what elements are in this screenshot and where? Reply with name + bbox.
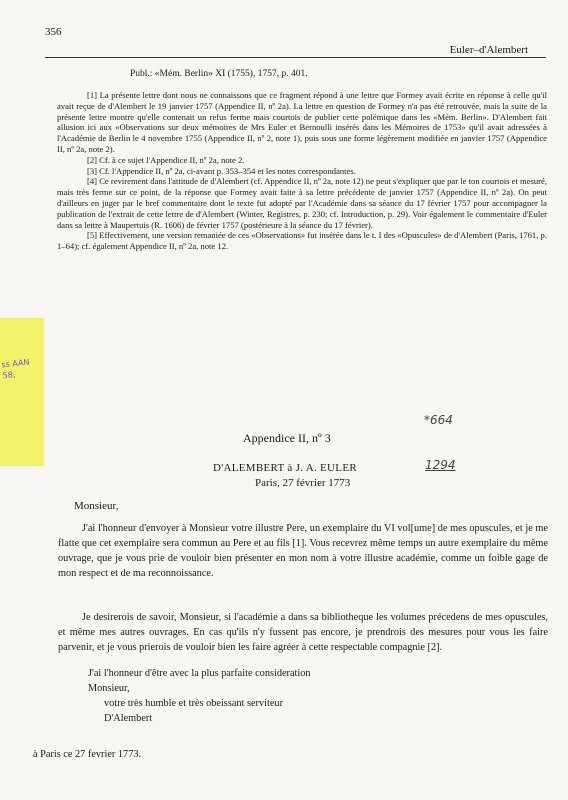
letter-paragraph-2: Je desirerois de savoir, Monsieur, si l'académie a dans sa bibliotheque les volumes précedens de mes opuscules, et même mes autres ouvrages. En cas qu'ils n'y fussent pas encore, je prendrois des mesures pour vous les faire parvenir, et je vous prierois de vouloir bien les faire agréer à cette respectable compagnie [2]. — [58, 612, 548, 653]
header-rule — [45, 57, 546, 58]
closing-formula: votre très humble et très obeissant serviteur — [104, 698, 283, 709]
footnote: [1] La présente lettre dont nous ne connaissons que ce fragment répond à une lettre que Formey avait écrite en réponse à celle qu'il avait reçue de d'Alembert le 19 janvier 1757 (Appendice II, nº 2a). La lettre en question de Formey n'a pas été retrouvée, mais la suite de la présente lettre montre qu'elle contenait un refus ferme mais courtois de publier cette polémique dans les «Mém. Berlin». D'Alembert fait allusion ici aux «Observations sur deux mémoires de Mrs Euler et Bernoulli insérés dans les Mémoires de 1753» qu'il avait adressées à l'Académie de Berlin le 4 novembre 1755 (Appendice II, nº 2, note 1), puis sous une forme légèrement modifiée en janvier 1757 (Appendice II, nº 2a, note 2). — [57, 90, 547, 154]
handwritten-number: *664 — [424, 413, 453, 427]
footnotes-block — [57, 90, 547, 252]
publication-line: Publ.: «Mém. Berlin» XI (1755), 1757, p. 401. — [130, 69, 308, 79]
closing-address: Monsieur, — [88, 683, 130, 694]
salutation: Monsieur, — [74, 500, 119, 512]
letter-sender-recipient: D'ALEMBERT à J. A. EULER — [213, 462, 357, 474]
sticky-note-handwriting: ss AAN 58, — [1, 357, 30, 381]
signature: D'Alembert — [104, 713, 153, 724]
handwritten-number-2: 1294 — [425, 458, 456, 472]
place-date: à Paris ce 27 fevrier 1773. — [33, 749, 142, 760]
page-number: 356 — [45, 26, 62, 38]
footnote: [2] Cf. à ce sujet l'Appendice II, nº 2a, note 2. — [87, 154, 245, 165]
appendix-heading: Appendice II, nº 3 — [243, 431, 331, 445]
letter-paragraph-1: J'ai l'honneur d'envoyer à Monsieur votre illustre Pere, un exemplaire du VI vol[ume] de mes opuscules, et je me flatte que cet exemplaire sera commun au Pere et au fils [1]. Vous recevrez même temps un autre exemplaire du même ouvrage, que je vous prie de vouloir bien présenter en mon nom à votre illustre académie, comme un foible gage de mon respect et de ma reconnoissance. — [58, 523, 548, 579]
footnote: [3] Cf. l'Appendice II, nº 2a, ci-avant p. 353–354 et les notes correspondantes. — [87, 165, 356, 176]
footnote: [5] Effectivement, une version remaniée de ces «Observations» fut insérée dans le t. I des «Opuscules» de d'Alembert (Paris, 1761, p. 1–64); cf. également Appendice II, nº 2a, note 12. — [57, 230, 547, 252]
closing-line: J'ai l'honneur d'être avec la plus parfaite consideration — [88, 668, 311, 679]
running-head: Euler–d'Alembert — [449, 44, 528, 56]
footnote: [4] Ce revirement dans l'attitude de d'Alembert (cf. Appendice II, nº 2a, note 12) ne peut s'expliquer que par le ton courtois et mesuré, mais très ferme sur ce point, de la réponse que Formey avait faite à sa lettre précédente de janvier 1757 (Appendice II, nº 2a). On peut d'ailleurs en juger par le bref commentaire dont le texte fut adopté par l'Académie dans sa séance du 17 février 1757 pour accompagner la publication de l'extrait de cette lettre de d'Alembert (Winter, Registres, p. 230; cf. Introduction, p. 29). Voir également le commentaire d'Euler dans sa lettre à Maupertuis (R. 1606) de février 1757 (postérieure à la séance du 17 février). — [57, 176, 547, 230]
letter-closing — [88, 666, 311, 726]
sticky-note — [0, 318, 44, 466]
letter-dateline: Paris, 27 février 1773 — [255, 477, 351, 489]
